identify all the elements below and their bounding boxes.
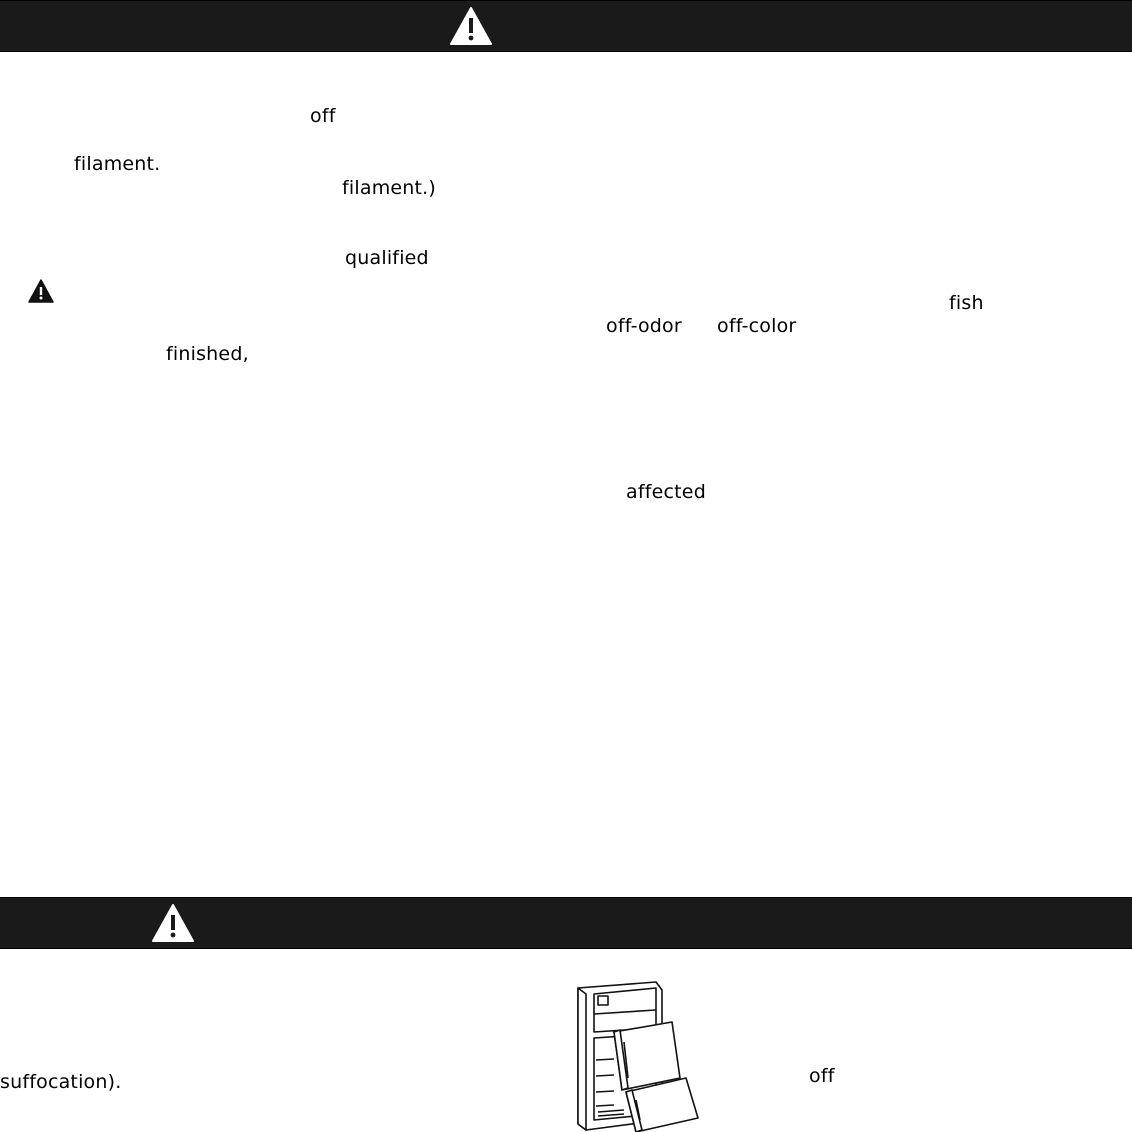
warning-header-band-bottom	[0, 897, 1132, 949]
text-qualified: qualified	[345, 247, 429, 269]
warning-triangle-icon	[28, 279, 54, 303]
text-fish: fish	[949, 292, 984, 314]
warning-header-band-top	[0, 0, 1132, 52]
text-filament: filament.	[74, 153, 161, 175]
text-off: off	[310, 105, 336, 127]
text-suffocation: suffocation).	[0, 1071, 122, 1093]
text-affected: affected	[626, 481, 706, 503]
text-off-odor: off-odor	[606, 315, 682, 337]
warning-triangle-icon	[151, 903, 195, 943]
refrigerator-open-doors-illustration	[574, 980, 702, 1132]
text-filament-paren: filament.)	[342, 177, 437, 199]
text-finished: finished,	[166, 343, 249, 365]
text-off-2: off	[809, 1065, 835, 1087]
warning-triangle-icon	[449, 6, 493, 46]
text-off-color: off-color	[717, 315, 797, 337]
